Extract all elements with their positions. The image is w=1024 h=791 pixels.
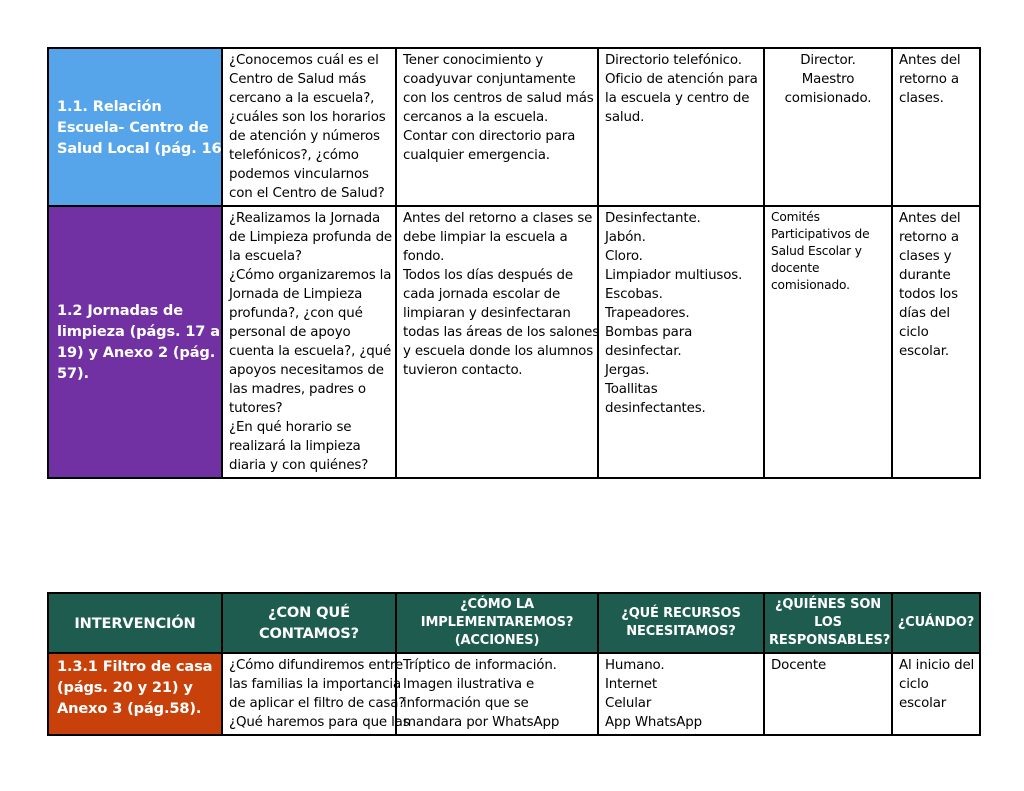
text-line: IMPLEMENTAREMOS? bbox=[420, 615, 574, 630]
text-line: Humano. bbox=[605, 658, 665, 673]
text-line: Salud Local (pág. 16). bbox=[57, 139, 234, 157]
text-line: Antes del bbox=[899, 53, 961, 68]
text-line: ¿cuáles son los horarios bbox=[229, 110, 386, 125]
text-line: Antes del retorno a clases se bbox=[403, 211, 593, 226]
text-line: ¿CÓMO LA bbox=[460, 597, 534, 612]
text-line: ¿En qué horario se bbox=[229, 420, 352, 435]
table-row bbox=[48, 653, 980, 735]
text-line: limpiaran y desinfectaran bbox=[403, 306, 571, 321]
header-cuando bbox=[892, 593, 980, 653]
text-line: Comités bbox=[771, 210, 820, 224]
text-line: ¿QUIÉNES SON bbox=[774, 597, 881, 612]
text-line: cada jornada escolar de bbox=[403, 287, 561, 302]
cuando-cell bbox=[892, 48, 980, 206]
text-line: con el Centro de Salud? bbox=[229, 186, 385, 201]
text-line: ¿Conocemos cuál es el bbox=[229, 53, 379, 68]
text-line: ¿Cómo difundiremos entre bbox=[229, 658, 404, 673]
text-line: tuvieron contacto. bbox=[403, 363, 523, 378]
text-line: telefónicos?, ¿cómo bbox=[229, 148, 359, 163]
text-line: salud. bbox=[605, 110, 645, 125]
header-responsables bbox=[764, 593, 892, 653]
text-line: 1.1. Relación bbox=[57, 97, 162, 115]
text-line: ¿CON QUÉ bbox=[268, 604, 350, 621]
acciones-cell bbox=[396, 653, 598, 735]
text-line: Cloro. bbox=[605, 249, 643, 264]
text-line: de Limpieza profunda de bbox=[229, 230, 393, 245]
text-line: Al inicio del bbox=[899, 658, 975, 673]
text-line: Trapeadores. bbox=[605, 306, 690, 321]
text-line: la escuela? bbox=[229, 249, 302, 264]
text-line: escolar bbox=[899, 696, 947, 711]
text-line: fondo. bbox=[403, 249, 445, 264]
text-line: diaria y con quiénes? bbox=[229, 458, 369, 473]
text-line: durante bbox=[899, 268, 951, 283]
text-line: Toallitas bbox=[605, 382, 658, 397]
text-line: Tríptico de información. bbox=[403, 658, 557, 673]
acciones-cell bbox=[396, 206, 598, 478]
text-line: Anexo 3 (pág.58). bbox=[57, 700, 202, 717]
text-line: clases. bbox=[899, 91, 944, 106]
text-line: Limpiador multiusos. bbox=[605, 268, 743, 283]
text-line: desinfectar. bbox=[605, 344, 682, 359]
intervention-cell bbox=[48, 653, 222, 735]
text-line: retorno a bbox=[899, 72, 959, 87]
text-line: las madres, padres o bbox=[229, 382, 366, 397]
text-line: Docente bbox=[771, 658, 827, 673]
text-line: limpieza (págs. 17 a bbox=[57, 323, 220, 340]
text-line: cuenta la escuela?, ¿qué bbox=[229, 344, 392, 359]
text-line: Celular bbox=[605, 696, 652, 711]
text-line: Participativos de bbox=[771, 227, 870, 241]
text-line: 1.3.1 Filtro de casa bbox=[57, 658, 213, 675]
text-line: ciclo bbox=[899, 325, 929, 340]
text-line: Jornada de Limpieza bbox=[229, 287, 363, 302]
intervention-cell bbox=[48, 206, 222, 478]
text-line: 1.2 Jornadas de bbox=[57, 302, 183, 319]
text-line: ¿Realizamos la Jornada bbox=[229, 211, 381, 226]
recursos-cell bbox=[598, 206, 764, 478]
text-line: todos los bbox=[899, 287, 958, 302]
acciones-cell bbox=[396, 48, 598, 206]
activities-table-bottom bbox=[47, 592, 981, 736]
text-line: con los centros de salud más bbox=[403, 91, 594, 106]
activities-table-top bbox=[47, 47, 981, 479]
text-line: y escuela donde los alumnos bbox=[403, 344, 594, 359]
text-line: de aplicar el filtro de casa? bbox=[229, 696, 406, 711]
text-line: Internet bbox=[605, 677, 657, 692]
text-line: comisionado. bbox=[771, 278, 850, 292]
text-line: ¿Cómo organizaremos la bbox=[229, 268, 392, 283]
text-line: Oficio de atención para bbox=[605, 72, 758, 87]
text-line: Imagen ilustrativa e bbox=[403, 677, 535, 692]
contamos-cell bbox=[222, 653, 410, 735]
contamos-cell bbox=[222, 206, 396, 478]
text-line: CONTAMOS? bbox=[258, 625, 359, 642]
text-line: Jergas. bbox=[605, 363, 650, 378]
text-line: cualquier emergencia. bbox=[403, 148, 550, 163]
cuando-cell bbox=[892, 653, 980, 735]
text-line: Todos los días después de bbox=[403, 268, 573, 283]
responsables-cell bbox=[764, 48, 892, 206]
text-line: información que se bbox=[403, 696, 529, 711]
text-line: clases y bbox=[899, 249, 952, 264]
text-line: INTERVENCIÓN bbox=[74, 614, 196, 632]
text-line: RESPONSABLES? bbox=[769, 633, 891, 648]
text-line: escolar. bbox=[899, 344, 950, 359]
text-line: tutores? bbox=[229, 401, 283, 416]
text-line: mandara por WhatsApp bbox=[403, 715, 560, 730]
text-line: coadyuvar conjuntamente bbox=[403, 72, 576, 87]
text-line: docente bbox=[771, 261, 820, 275]
contamos-cell bbox=[222, 48, 396, 206]
text-line: Centro de Salud más bbox=[229, 72, 367, 87]
text-line: 57). bbox=[57, 365, 89, 382]
text-line: Contar con directorio para bbox=[403, 129, 576, 144]
text-line: apoyos necesitamos de bbox=[229, 363, 384, 378]
text-line: de atención y números bbox=[229, 129, 380, 144]
text-line: días del bbox=[899, 306, 950, 321]
text-line: Maestro bbox=[801, 72, 855, 87]
text-line: Director. bbox=[800, 53, 856, 68]
text-line: desinfectantes. bbox=[605, 401, 706, 416]
recursos-cell bbox=[598, 48, 764, 206]
cuando-cell bbox=[892, 206, 980, 478]
text-line: debe limpiar la escuela a bbox=[403, 230, 568, 245]
text-line: ¿Qué haremos para que las bbox=[229, 715, 410, 730]
table-header-row bbox=[48, 593, 980, 653]
responsables-cell bbox=[764, 206, 892, 478]
text-line: ¿QUÉ RECURSOS bbox=[621, 606, 741, 621]
text-line: Desinfectante. bbox=[605, 211, 701, 226]
intervention-cell bbox=[48, 48, 234, 206]
recursos-cell bbox=[598, 653, 764, 735]
text-line: (págs. 20 y 21) y bbox=[57, 679, 193, 696]
text-line: Jabón. bbox=[605, 230, 646, 245]
text-line: 19) y Anexo 2 (pág. bbox=[57, 344, 216, 361]
text-line: profunda?, ¿con qué bbox=[229, 306, 363, 321]
text-line: NECESITAMOS? bbox=[626, 624, 736, 639]
responsables-cell bbox=[764, 653, 892, 735]
text-line: Salud Escolar y bbox=[771, 244, 862, 258]
text-line: ¿CUÁNDO? bbox=[897, 615, 975, 630]
text-line: las familias la importancia bbox=[229, 677, 402, 692]
header-recursos bbox=[598, 593, 764, 653]
text-line: Tener conocimiento y bbox=[403, 53, 544, 68]
text-line: retorno a bbox=[899, 230, 959, 245]
table-row bbox=[48, 48, 980, 206]
text-line: podemos vincularnos bbox=[229, 167, 369, 182]
text-line: App WhatsApp bbox=[605, 715, 702, 730]
text-line: todas las áreas de los salones bbox=[403, 325, 600, 340]
text-line: Directorio telefónico. bbox=[605, 53, 742, 68]
text-line: cercano a la escuela?, bbox=[229, 91, 375, 106]
text-line: LOS bbox=[814, 615, 842, 630]
table-row bbox=[48, 206, 980, 478]
text-line: comisionado. bbox=[784, 91, 872, 106]
text-line: Bombas para bbox=[605, 325, 693, 340]
text-line: Escobas. bbox=[605, 287, 663, 302]
text-line: (ACCIONES) bbox=[454, 633, 540, 648]
text-line: cercanos a la escuela. bbox=[403, 110, 549, 125]
header-acciones bbox=[396, 593, 598, 653]
text-line: realizará la limpieza bbox=[229, 439, 361, 454]
text-line: Escuela- Centro de bbox=[57, 118, 209, 136]
text-line: la escuela y centro de bbox=[605, 91, 750, 106]
header-contamos bbox=[222, 593, 396, 653]
text-line: ciclo bbox=[899, 677, 929, 692]
text-line: Antes del bbox=[899, 211, 961, 226]
text-line: personal de apoyo bbox=[229, 325, 351, 340]
header-intervencion bbox=[48, 593, 222, 653]
